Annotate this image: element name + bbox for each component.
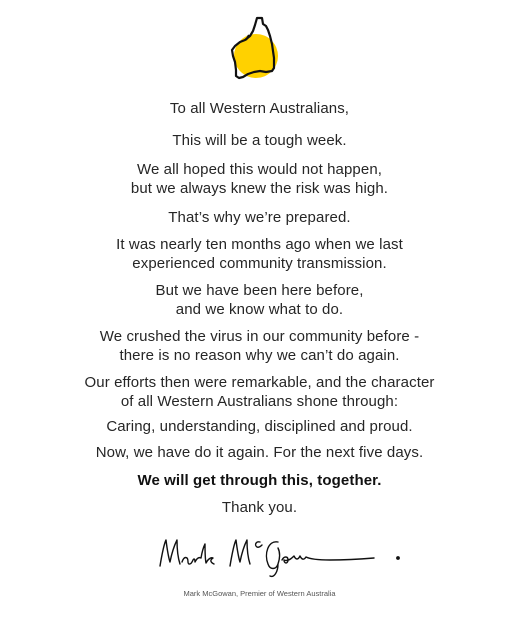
paragraph-4-line-1: It was nearly ten months ago when we last xyxy=(116,236,403,253)
paragraph-5-line-1: But we have been here before, xyxy=(155,282,364,299)
paragraph-7-line-1: Our efforts then were remarkable, and the character xyxy=(84,374,435,391)
paragraph-2-line-2: but we always knew the risk was high. xyxy=(130,180,389,197)
closing: Thank you. xyxy=(221,499,298,516)
signature-caption: Mark McGowan, Premier of Western Australia xyxy=(183,589,336,598)
paragraph-5-line-2: and we know what to do. xyxy=(175,301,344,318)
paragraph-6-line-2: there is no reason why we can’t do again. xyxy=(119,347,400,364)
paragraph-4-line-2: experienced community transmission. xyxy=(132,255,387,272)
handwritten-signature-icon xyxy=(150,532,410,582)
paragraph-7-line-2: of all Western Australians shone through: xyxy=(120,393,399,410)
paragraph-3: That’s why we’re prepared. xyxy=(168,209,351,226)
western-australia-map-icon xyxy=(224,14,280,84)
paragraph-9: Now, we have do it again. For the next five days. xyxy=(95,444,424,461)
paragraph-10-bold: We will get through this, together. xyxy=(137,472,382,489)
paragraph-1: This will be a tough week. xyxy=(172,132,347,149)
paragraph-6-line-1: We crushed the virus in our community before - xyxy=(99,328,420,345)
paragraph-8: Caring, understanding, disciplined and proud. xyxy=(106,418,413,435)
paragraph-2-line-1: We all hoped this would not happen, xyxy=(136,161,383,178)
greeting: To all Western Australians, xyxy=(169,100,350,117)
